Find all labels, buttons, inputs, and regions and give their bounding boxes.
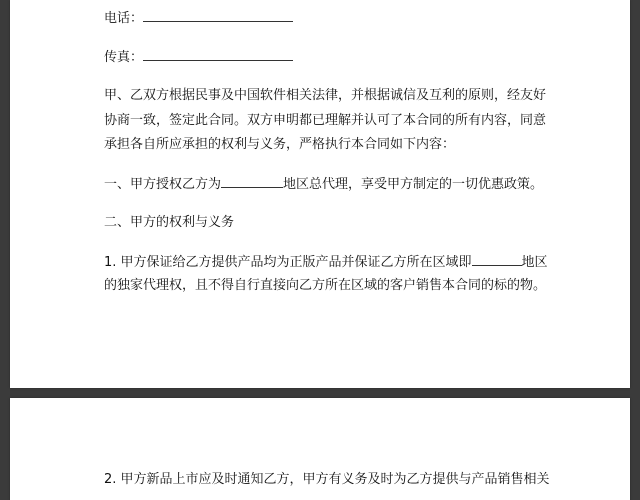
clause-1-line <box>104 176 543 193</box>
item-1-suffix: 地区 <box>521 255 548 270</box>
clause-1-prefix: 一、甲方授权乙方为 <box>104 177 222 192</box>
region-blank <box>221 176 283 188</box>
intro-line-1: 甲、乙双方根据民事及中国软件相关法律，并根据诚信及互利的原则，经友好 <box>104 88 547 103</box>
item-2-line-1: 2. 甲方新品上市应及时通知乙方，甲方有义务及时为乙方提供与产品销售相关 <box>104 472 550 487</box>
intro-line-2: 协商一致，签定此合同。双方申明都已理解并认可了本合同的所有内容，同意 <box>104 113 547 128</box>
area-blank <box>472 254 522 266</box>
fax-field-line <box>104 49 293 66</box>
phone-blank <box>143 10 293 22</box>
phone-label: 电话： <box>104 11 144 26</box>
phone-field-line <box>104 10 293 27</box>
document-page-1 <box>10 0 630 388</box>
item-1-line-1 <box>104 254 548 271</box>
intro-line-3: 承担各自所应承担的权利与义务，严格执行本合同如下内容： <box>104 137 456 152</box>
fax-label: 传真： <box>104 50 144 65</box>
section-2-heading: 二、甲方的权利与义务 <box>104 215 235 230</box>
document-page-2 <box>10 398 630 500</box>
clause-1-suffix: 地区总代理，享受甲方制定的一切优惠政策。 <box>283 177 544 192</box>
item-1-prefix: 1. 甲方保证给乙方提供产品均为正版产品并保证乙方所在区域即 <box>104 255 472 270</box>
fax-blank <box>143 49 293 61</box>
item-1-line-2: 的独家代理权，且不得自行直接向乙方所在区域的客户销售本合同的标的物。 <box>104 278 547 293</box>
